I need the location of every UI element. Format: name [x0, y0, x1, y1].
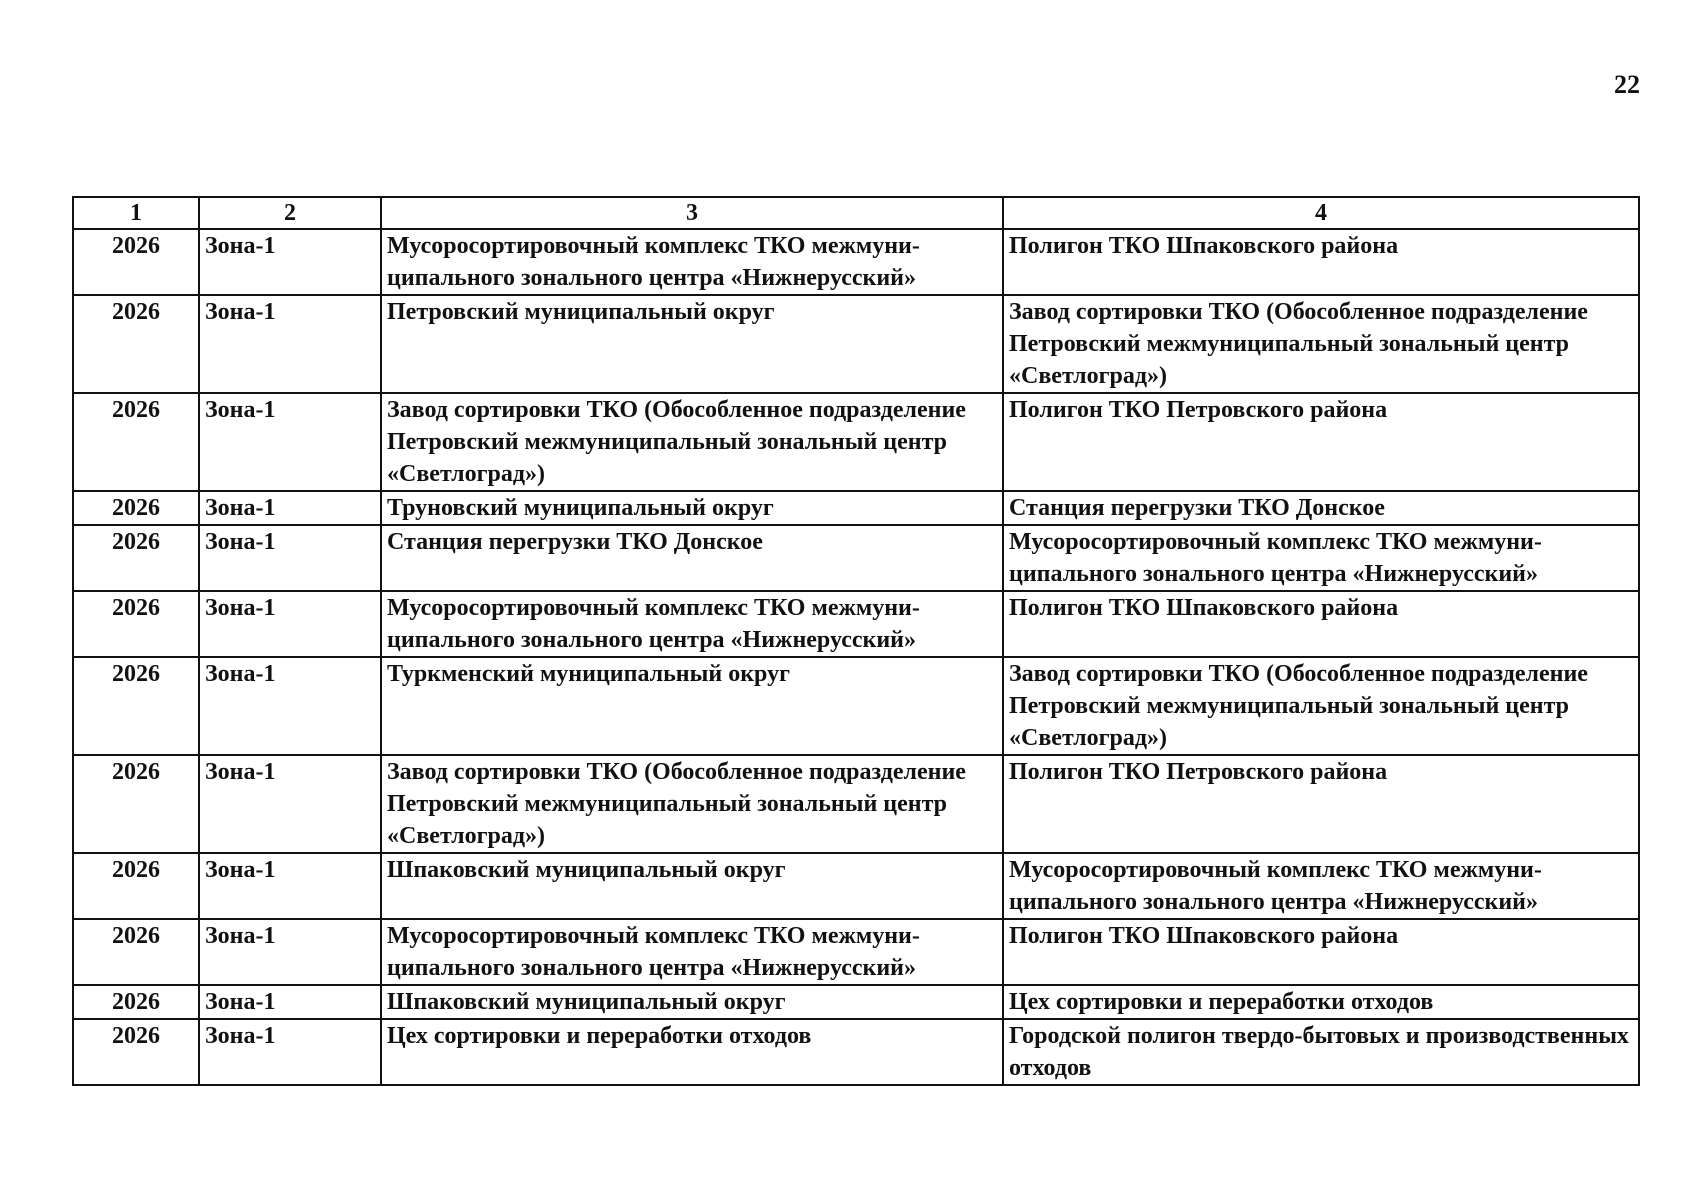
year-cell: 2026 [73, 525, 199, 591]
table-row [73, 525, 1639, 591]
zone-cell: Зона-1 [199, 755, 381, 853]
header-column-number: 2 [199, 197, 381, 229]
destination-cell: Полигон ТКО Петровского района [1003, 755, 1639, 853]
destination-cell: Полигон ТКО Петровского района [1003, 393, 1639, 491]
source-cell: Мусоросортировочный комплекс ТКО межмуниципального зонального центра «Нижнерусский» [381, 919, 1003, 985]
table-row [73, 491, 1639, 525]
table-row [73, 1019, 1639, 1085]
table-row [73, 393, 1639, 491]
source-cell: Мусоросортировочный комплекс ТКО межмуниципального зонального центра «Нижнерусский» [381, 229, 1003, 295]
source-cell: Труновский муниципальный округ [381, 491, 1003, 525]
year-cell: 2026 [73, 591, 199, 657]
destination-cell: Городской полигон твердо-бытовых и производственных отходов [1003, 1019, 1639, 1085]
header-column-number: 1 [73, 197, 199, 229]
year-cell: 2026 [73, 657, 199, 755]
destination-cell: Полигон ТКО Шпаковского района [1003, 591, 1639, 657]
destination-cell: Завод сортировки ТКО (Обособленное подразделение Петровский межмуниципальный зональный центр «Светлоград») [1003, 657, 1639, 755]
zone-cell: Зона-1 [199, 229, 381, 295]
year-cell: 2026 [73, 985, 199, 1019]
zone-cell: Зона-1 [199, 657, 381, 755]
header-column-number: 3 [381, 197, 1003, 229]
table-row [73, 919, 1639, 985]
table-row [73, 755, 1639, 853]
waste-routing-table [72, 196, 1640, 1086]
table-row [73, 985, 1639, 1019]
destination-cell: Мусоросортировочный комплекс ТКО межмуниципального зонального центра «Нижнерусский» [1003, 525, 1639, 591]
table-header-row [73, 197, 1639, 229]
source-cell: Мусоросортировочный комплекс ТКО межмуниципального зонального центра «Нижнерусский» [381, 591, 1003, 657]
year-cell: 2026 [73, 491, 199, 525]
year-cell: 2026 [73, 853, 199, 919]
source-cell: Туркменский муниципальный округ [381, 657, 1003, 755]
destination-cell: Завод сортировки ТКО (Обособленное подразделение Петровский межмуниципальный зональный центр «Светлоград») [1003, 295, 1639, 393]
zone-cell: Зона-1 [199, 1019, 381, 1085]
table-row [73, 853, 1639, 919]
source-cell: Шпаковский муниципальный округ [381, 985, 1003, 1019]
destination-cell: Цех сортировки и переработки отходов [1003, 985, 1639, 1019]
zone-cell: Зона-1 [199, 525, 381, 591]
source-cell: Шпаковский муниципальный округ [381, 853, 1003, 919]
year-cell: 2026 [73, 919, 199, 985]
destination-cell: Станция перегрузки ТКО Донское [1003, 491, 1639, 525]
source-cell: Станция перегрузки ТКО Донское [381, 525, 1003, 591]
table-row [73, 657, 1639, 755]
year-cell: 2026 [73, 755, 199, 853]
zone-cell: Зона-1 [199, 853, 381, 919]
table-row [73, 229, 1639, 295]
source-cell: Завод сортировки ТКО (Обособленное подразделение Петровский межмуниципальный зональный центр «Светлоград») [381, 755, 1003, 853]
header-column-number: 4 [1003, 197, 1639, 229]
table-row [73, 591, 1639, 657]
zone-cell: Зона-1 [199, 393, 381, 491]
zone-cell: Зона-1 [199, 985, 381, 1019]
year-cell: 2026 [73, 393, 199, 491]
destination-cell: Полигон ТКО Шпаковского района [1003, 229, 1639, 295]
source-cell: Петровский муниципальный округ [381, 295, 1003, 393]
source-cell: Цех сортировки и переработки отходов [381, 1019, 1003, 1085]
destination-cell: Мусоросортировочный комплекс ТКО межмуниципального зонального центра «Нижнерусский» [1003, 853, 1639, 919]
year-cell: 2026 [73, 229, 199, 295]
page-number: 22 [1614, 70, 1640, 99]
destination-cell: Полигон ТКО Шпаковского района [1003, 919, 1639, 985]
zone-cell: Зона-1 [199, 591, 381, 657]
source-cell: Завод сортировки ТКО (Обособленное подразделение Петровский межмуниципальный зональный центр «Светлоград») [381, 393, 1003, 491]
zone-cell: Зона-1 [199, 295, 381, 393]
year-cell: 2026 [73, 1019, 199, 1085]
year-cell: 2026 [73, 295, 199, 393]
table-row [73, 295, 1639, 393]
zone-cell: Зона-1 [199, 919, 381, 985]
zone-cell: Зона-1 [199, 491, 381, 525]
